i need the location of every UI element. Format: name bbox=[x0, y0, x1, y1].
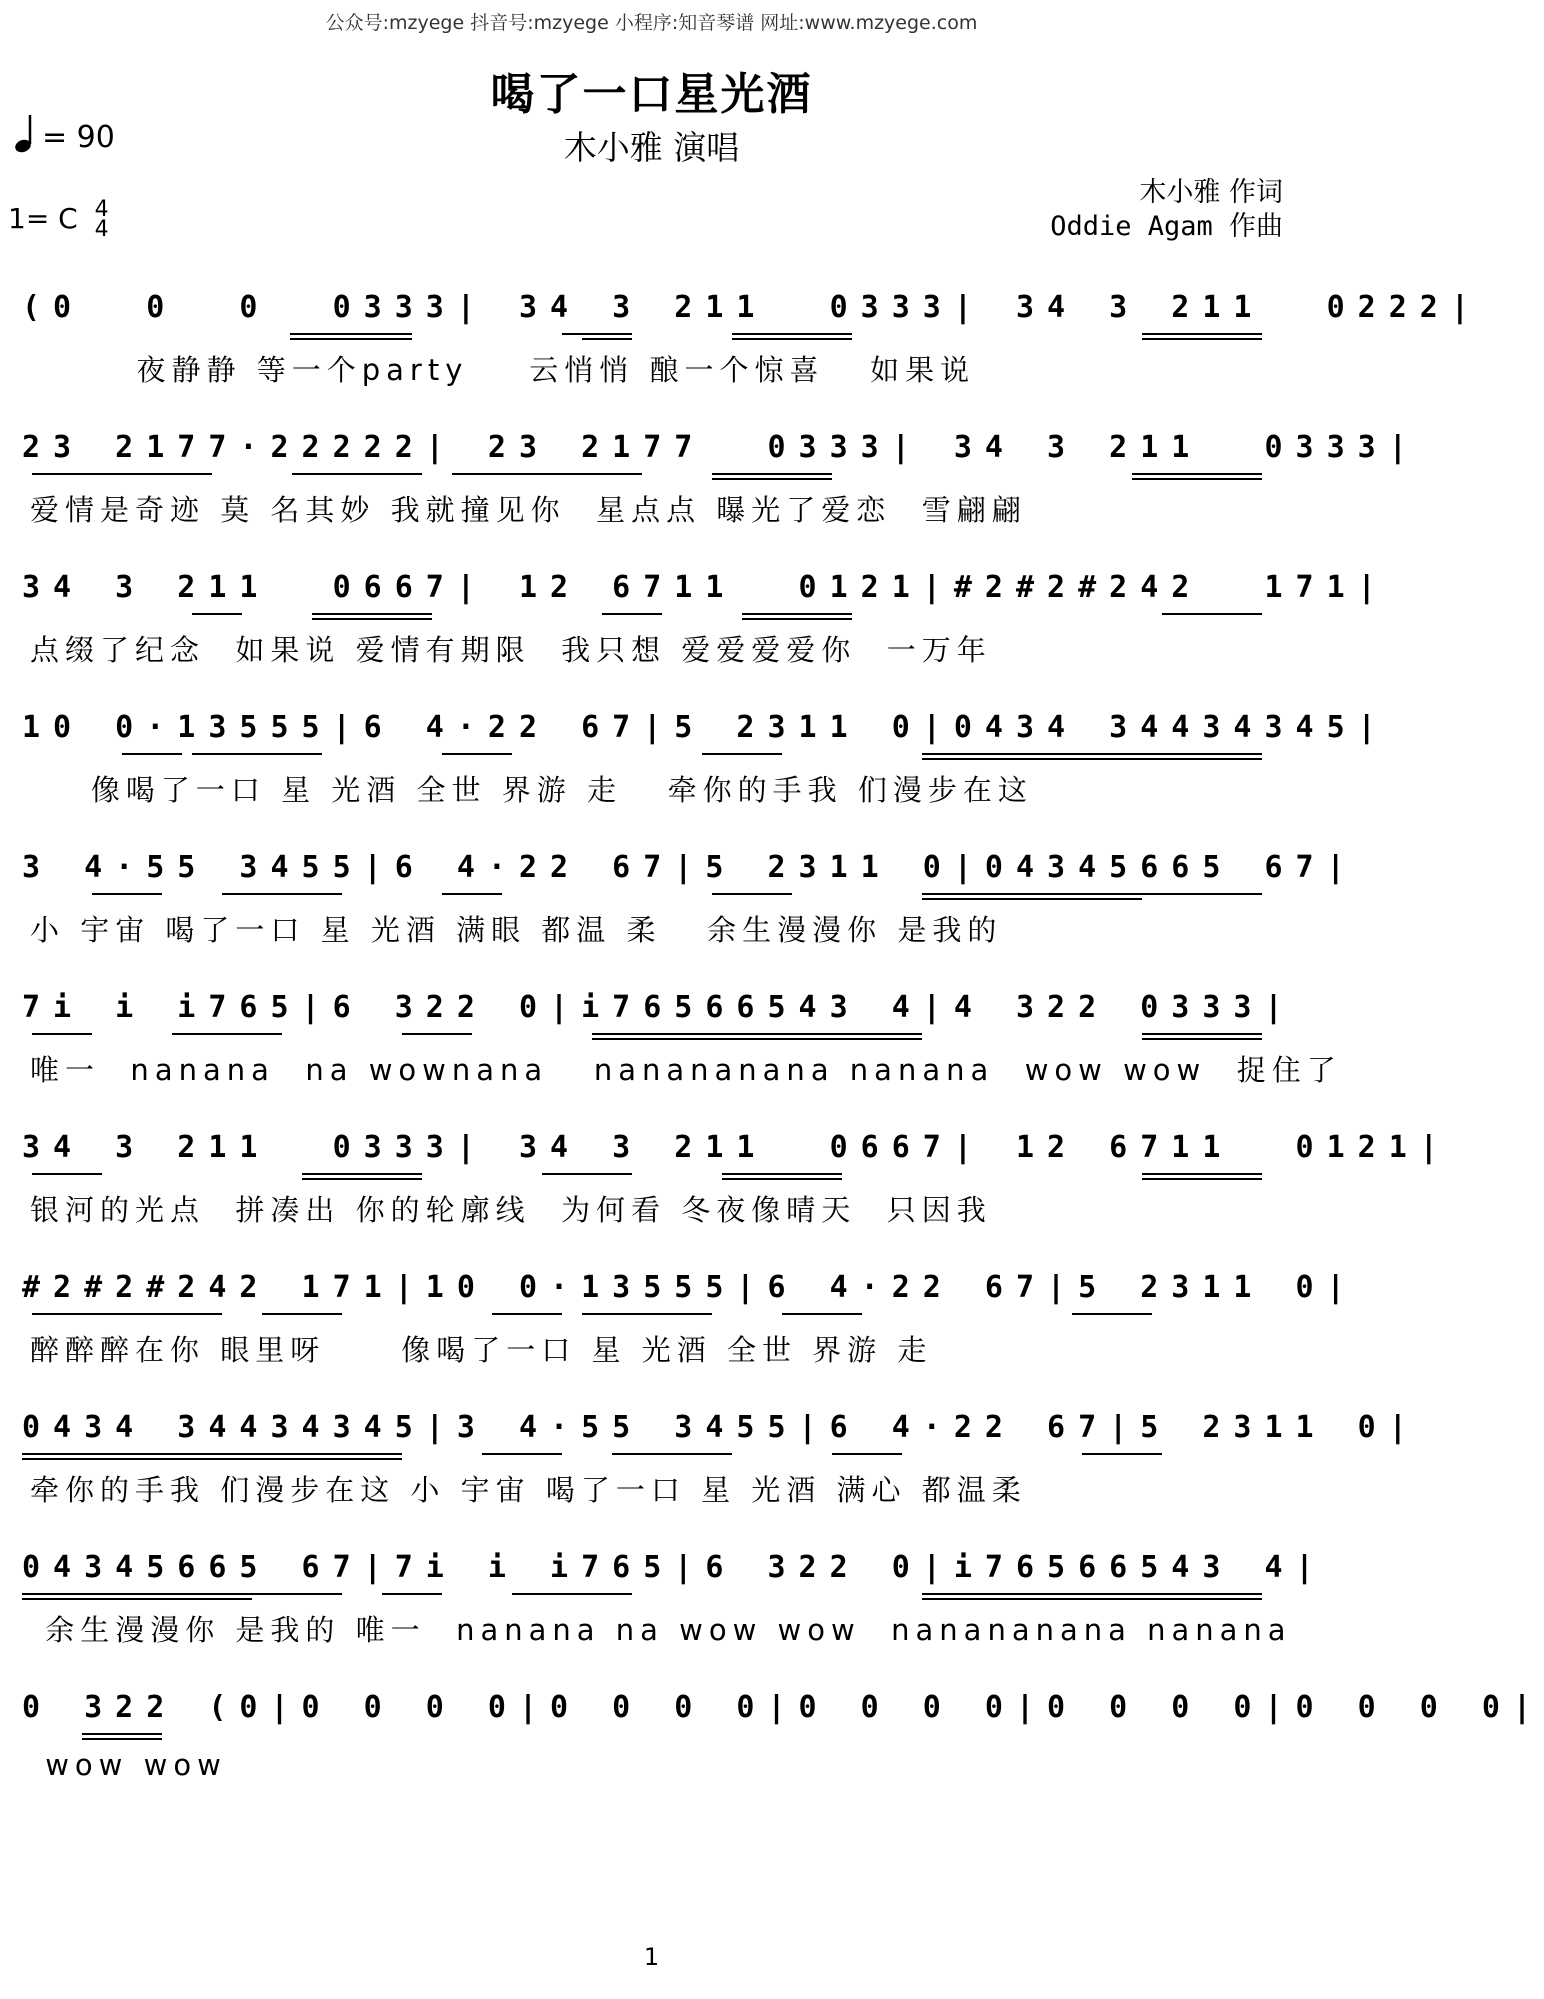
score-system bbox=[22, 850, 1358, 970]
time-signature bbox=[94, 197, 109, 242]
notation-line: 23 2177·22222| 23 2177 0333| 34 3 211 0333| bbox=[22, 430, 1420, 465]
score-system bbox=[22, 990, 1342, 1110]
score-system bbox=[22, 1690, 1544, 1810]
notation-line: 04345665 67|7i i i765|6 322 0|i76566543 4| bbox=[22, 1550, 1327, 1585]
lyricist-credit: 木小雅 作词 bbox=[1139, 177, 1283, 208]
score-system bbox=[22, 710, 1389, 830]
lyric-line: wow wow bbox=[30, 1748, 227, 1782]
lyric-line: 爱情是奇迹 莫 名其妙 我就撞见你 星点点 曝光了爱恋 雪翩翩 bbox=[30, 493, 1027, 527]
score-system bbox=[22, 1410, 1420, 1530]
song-title: 喝了一口星光酒 bbox=[490, 69, 813, 120]
score-system bbox=[22, 1270, 1358, 1390]
page-number: 1 bbox=[643, 1943, 660, 1971]
score-system bbox=[22, 570, 1389, 690]
notation-line: 3 4·55 3455|6 4·22 67|5 2311 0|04345665 67| bbox=[22, 850, 1358, 885]
notation-line: (0 0 0 0333| 34 3 211 0333| 34 3 211 0222| bbox=[22, 290, 1482, 325]
lyric-line: 银河的光点 拼凑出 你的轮廓线 为何看 冬夜像晴天 只因我 bbox=[30, 1193, 992, 1227]
notation-line: 34 3 211 0667| 12 6711 0121|#2#2#242 171| bbox=[22, 570, 1389, 605]
notation-line: #2#2#242 171|10 0·13555|6 4·22 67|5 2311 0| bbox=[22, 1270, 1358, 1305]
key-signature bbox=[8, 197, 109, 242]
notation-line: 34 3 211 0333| 34 3 211 0667| 12 6711 0121| bbox=[22, 1130, 1451, 1165]
singer-line: 木小雅 演唱 bbox=[563, 128, 740, 167]
lyric-line: 点缀了纪念 如果说 爱情有期限 我只想 爱爱爱爱你 一万年 bbox=[30, 633, 992, 667]
lyric-line: 牵你的手我 们漫步在这 小 宇宙 喝了一口 星 光酒 满心 都温柔 bbox=[30, 1473, 1027, 1507]
lyric-line: 余生漫漫你 是我的 唯一 nanana na wow wow nanananana nanana bbox=[30, 1613, 1292, 1647]
score-system bbox=[22, 430, 1420, 550]
score-system bbox=[22, 290, 1482, 410]
notation-line: 0434 34434345|3 4·55 3455|6 4·22 67|5 2311 0| bbox=[22, 1410, 1420, 1445]
lyric-line: 唯一 nanana na wownana nanananana nanana wow wow 捉住了 bbox=[30, 1053, 1342, 1087]
lyric-line: 醉醉醉在你 眼里呀 像喝了一口 星 光酒 全世 界游 走 bbox=[30, 1333, 933, 1367]
score-system bbox=[22, 1550, 1327, 1670]
quarter-note-icon bbox=[14, 113, 36, 153]
lyric-line: 小 宇宙 喝了一口 星 光酒 满眼 都温 柔 余生漫漫你 是我的 bbox=[30, 913, 1003, 947]
notation-line: 7i i i765|6 322 0|i76566543 4|4 322 0333| bbox=[22, 990, 1296, 1025]
score-system bbox=[22, 1130, 1451, 1250]
tempo-marking bbox=[14, 113, 115, 155]
key-text: 1= C bbox=[8, 202, 78, 235]
time-signature-top: 4 bbox=[94, 197, 109, 222]
tempo-value: = 90 bbox=[42, 120, 115, 155]
notation-line: 10 0·13555|6 4·22 67|5 2311 0|0434 34434345| bbox=[22, 710, 1389, 745]
time-signature-bottom: 4 bbox=[94, 217, 109, 242]
credits bbox=[1050, 176, 1283, 244]
lyric-line: 像喝了一口 星 光酒 全世 界游 走 牵你的手我 们漫步在这 bbox=[30, 773, 1033, 807]
header-bar: 公众号:mzyege 抖音号:mzyege 小程序:知音琴谱 网址:www.mzyege.com bbox=[325, 12, 978, 34]
notation-line: 0 322 (0|0 0 0 0|0 0 0 0|0 0 0 0|0 0 0 0|0 0 0 0| bbox=[22, 1690, 1544, 1725]
lyric-line: 夜静静 等一个party 云悄悄 酿一个惊喜 如果说 bbox=[30, 353, 976, 387]
composer-credit: Oddie Agam 作曲 bbox=[1050, 211, 1283, 242]
